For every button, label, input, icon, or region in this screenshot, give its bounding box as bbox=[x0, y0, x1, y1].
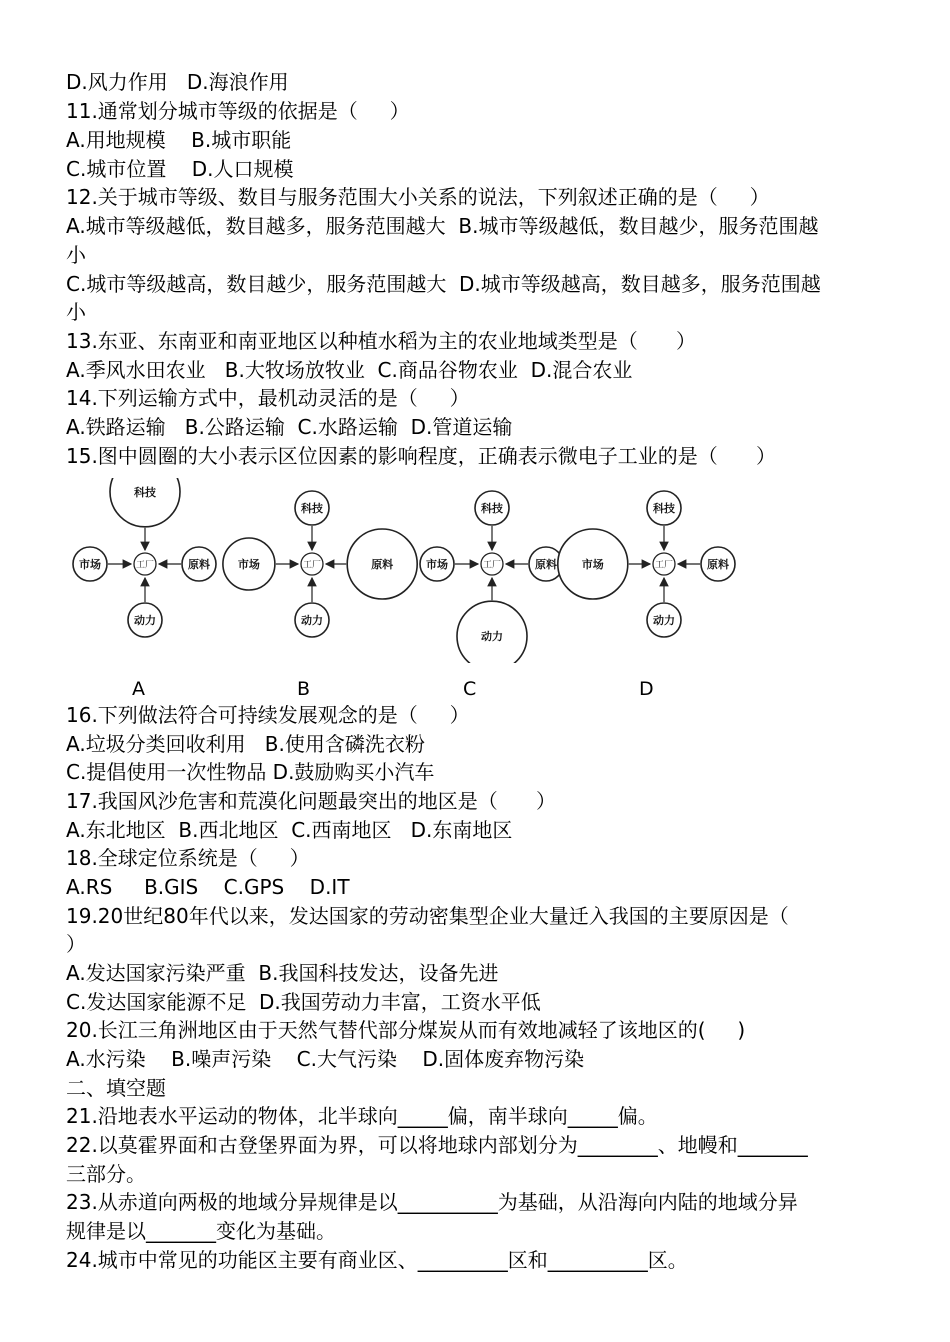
material-label: 原料 bbox=[371, 558, 394, 571]
question-17-stem: 17.我国风沙危害和荒漠化问题最突出的地区是（ ） bbox=[66, 789, 556, 813]
question-11-options-ab: A.用地规模 B.城市职能 bbox=[66, 128, 292, 152]
question-15-stem: 15.图中圆圈的大小表示区位因素的影响程度，正确表示微电子工业的是（ ） bbox=[66, 444, 776, 468]
question-22: 22.以莫霍界面和古登堡界面为界，可以将地球内部划分为________、地幔和_______ bbox=[66, 1133, 808, 1157]
market-label: 市场 bbox=[237, 558, 260, 571]
material-label: 原料 bbox=[188, 558, 210, 571]
question-18-stem: 18.全球定位系统是（ ） bbox=[66, 846, 310, 870]
market-label: 市场 bbox=[79, 558, 101, 571]
diagram-d bbox=[558, 491, 735, 637]
figure-option-c-label: C bbox=[463, 678, 477, 700]
market-label: 市场 bbox=[581, 558, 604, 571]
question-20-options: A.水污染 B.噪声污染 C.大气污染 D.固体废弃物污染 bbox=[66, 1047, 585, 1071]
question-16-options-cd: C.提倡使用一次性物品 D.鼓励购买小汽车 bbox=[66, 760, 435, 784]
question-17-options: A.东北地区 B.西北地区 C.西南地区 D.东南地区 bbox=[66, 818, 513, 842]
power-label: 动力 bbox=[481, 630, 503, 644]
question-11-stem: 11.通常划分城市等级的依据是（ ） bbox=[66, 99, 410, 123]
question-16-stem: 16.下列做法符合可持续发展观念的是（ ） bbox=[66, 703, 470, 727]
question-10-options-cd: D.风力作用 D.海浪作用 bbox=[66, 70, 289, 94]
power-label: 动力 bbox=[653, 614, 675, 627]
question-18-options: A.RS B.GIS C.GPS D.IT bbox=[66, 875, 350, 899]
question-12-stem: 12.关于城市等级、数目与服务范围大小关系的说法，下列叙述正确的是（ ） bbox=[66, 185, 770, 209]
question-12-options-ab-wrap: 小 bbox=[66, 243, 86, 267]
material-label: 原料 bbox=[707, 558, 729, 571]
section-fill-in-heading: 二、填空题 bbox=[66, 1076, 166, 1100]
diagram-a bbox=[73, 478, 216, 637]
tech-label: 科技 bbox=[481, 502, 503, 515]
material-label: 原料 bbox=[535, 558, 557, 571]
question-14-options: A.铁路运输 B.公路运输 C.水路运输 D.管道运输 bbox=[66, 415, 513, 439]
factory-label: 工厂 bbox=[654, 560, 674, 571]
figure-option-b-label: B bbox=[297, 678, 311, 700]
question-12-options-cd-wrap: 小 bbox=[66, 300, 86, 324]
question-12-options-cd: C.城市等级越高，数目越少，服务范围越大 D.城市等级越高，数目越多，服务范围越 bbox=[66, 272, 821, 296]
figure-option-d-label: D bbox=[639, 678, 654, 700]
power-label: 动力 bbox=[301, 614, 323, 627]
question-20-stem: 20.长江三角洲地区由于天然气替代部分煤炭从而有效地减轻了该地区的( ) bbox=[66, 1018, 746, 1042]
question-23: 23.从赤道向两极的地域分异规律是以__________为基础，从沿海向内陆的地域分异 bbox=[66, 1190, 798, 1214]
question-19-stem: 19.20世纪80年代以来，发达国家的劳动密集型企业大量迁入我国的主要原因是（ bbox=[66, 904, 789, 928]
tech-label: 科技 bbox=[301, 502, 323, 515]
question-19-options-ab: A.发达国家污染严重 B.我国科技发达，设备先进 bbox=[66, 961, 499, 985]
question-12-options-ab: A.城市等级越低，数目越多，服务范围越大 B.城市等级越低，数目越少，服务范围越 bbox=[66, 214, 819, 238]
diagram-b bbox=[223, 491, 417, 637]
market-label: 市场 bbox=[426, 558, 448, 571]
figure-option-a-label: A bbox=[132, 678, 145, 700]
question-13-stem: 13.东亚、东南亚和南亚地区以种植水稻为主的农业地域类型是（ ） bbox=[66, 329, 696, 353]
tech-label: 科技 bbox=[134, 485, 156, 499]
diagram-c bbox=[420, 491, 563, 663]
location-factor-figure bbox=[60, 478, 760, 663]
factory-label: 工厂 bbox=[135, 560, 155, 571]
question-24: 24.城市中常见的功能区主要有商业区、_________区和__________区。 bbox=[66, 1248, 688, 1272]
tech-label: 科技 bbox=[653, 502, 675, 515]
factory-label: 工厂 bbox=[302, 560, 322, 571]
question-14-stem: 14.下列运输方式中，最机动灵活的是（ ） bbox=[66, 386, 470, 410]
question-23-wrap: 规律是以_______变化为基础。 bbox=[66, 1219, 336, 1243]
question-19-stem-wrap: ） bbox=[66, 932, 86, 956]
factory-label: 工厂 bbox=[482, 560, 502, 571]
question-11-options-cd: C.城市位置 D.人口规模 bbox=[66, 157, 294, 181]
question-13-options: A.季风水田农业 B.大牧场放牧业 C.商品谷物农业 D.混合农业 bbox=[66, 358, 633, 382]
question-21: 21.沿地表水平运动的物体，北半球向_____偏，南半球向_____偏。 bbox=[66, 1104, 658, 1128]
question-16-options-ab: A.垃圾分类回收利用 B.使用含磷洗衣粉 bbox=[66, 732, 425, 756]
question-22-wrap: 三部分。 bbox=[66, 1162, 146, 1186]
question-19-options-cd: C.发达国家能源不足 D.我国劳动力丰富，工资水平低 bbox=[66, 990, 541, 1014]
power-label: 动力 bbox=[134, 614, 156, 627]
